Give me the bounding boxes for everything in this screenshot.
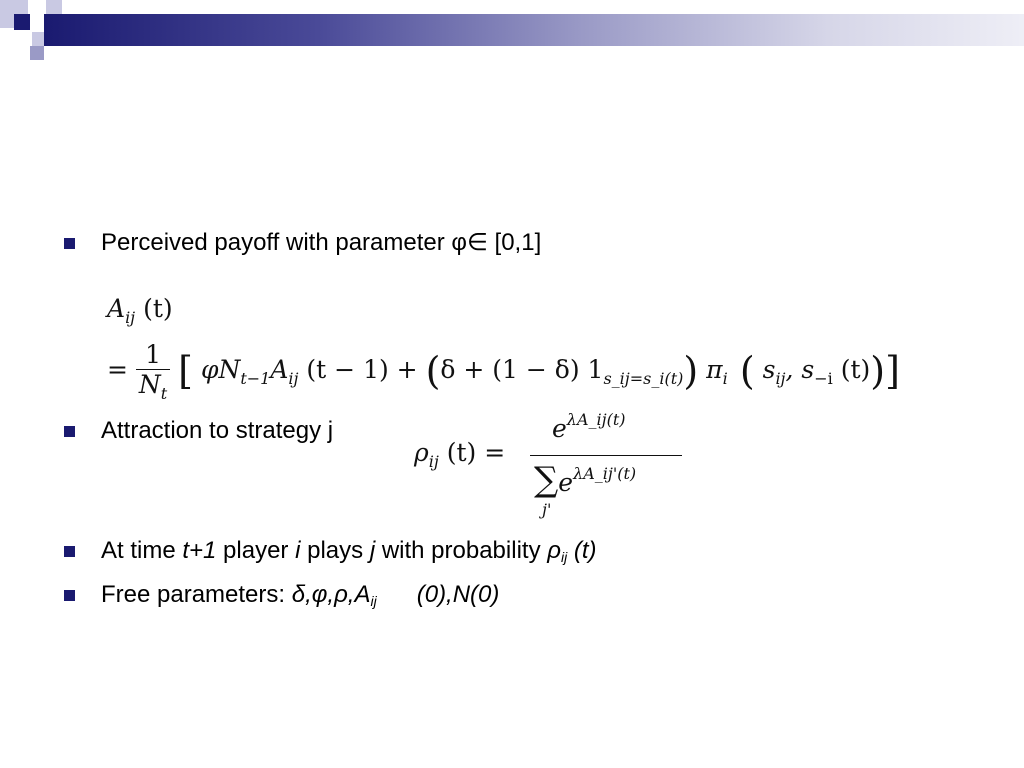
bullet-text	[101, 537, 597, 571]
formula-text: ij	[428, 452, 439, 471]
formula-text: 1	[136, 340, 170, 370]
formula-text: e	[552, 414, 567, 443]
formula-text: (t − 1) +	[298, 355, 426, 384]
text-span: with probability	[375, 537, 548, 564]
payoff-formula: $A_{ij}$ (t) = $\frac{1}{N_t}$ [ $\varphi N_{t-1}A_{ij}$ (t − 1) + (δ + (1 − δ) $1_{s\_ij=s\_i(t)}$) $\pi_i$ ( $s_{ij}$, $s_{-i}$ (t))]	[107, 294, 900, 403]
header-gradient-bar	[44, 14, 1024, 46]
text-span: i	[295, 537, 301, 564]
header-square	[14, 30, 28, 46]
text-span: ij	[560, 549, 568, 565]
formula-text: j'	[542, 500, 552, 519]
formula-text: (t) =	[438, 438, 506, 467]
text-span: (t)	[567, 537, 597, 564]
formula-text: ij	[775, 369, 786, 388]
text-span: plays	[300, 537, 370, 564]
text-span: δ,φ,ρ,A	[291, 581, 371, 608]
formula-text: λA_ij(t)	[566, 410, 626, 429]
bullet-square-icon	[64, 546, 75, 557]
attraction-formula	[412, 408, 677, 533]
bullet-text: Attraction to strategy j	[101, 417, 334, 444]
formula-text: =	[107, 355, 136, 384]
fraction-bar	[530, 455, 682, 456]
text-span: ij	[370, 593, 377, 609]
formula-text: ij	[125, 308, 136, 327]
bullet-square-icon	[64, 590, 75, 601]
text-span: player	[216, 537, 296, 564]
formula-text: s	[754, 355, 776, 384]
formula-text: ρ	[414, 438, 429, 467]
sum-symbol: ∑	[534, 460, 559, 500]
text-span: j	[369, 537, 376, 564]
text-span: (0),N(0)	[376, 581, 500, 608]
bullet-text	[101, 581, 499, 615]
formula-text: λA_ij'(t)	[573, 464, 637, 483]
formula-text: (t)	[135, 294, 173, 323]
formula-text: π	[698, 355, 723, 384]
formula-text: N	[138, 370, 161, 399]
bullet-square-icon	[64, 426, 75, 437]
formula-text: e	[558, 468, 574, 497]
formula-text: ij	[288, 369, 299, 388]
text-span: t+1	[182, 537, 217, 564]
formula-text: φN	[193, 355, 241, 384]
text-span: ρ	[547, 537, 561, 564]
formula-text: δ + (1 − δ) 1	[440, 355, 604, 384]
formula-text: i	[722, 369, 728, 388]
formula-text: t	[160, 384, 168, 403]
formula-text: (t)	[832, 355, 871, 384]
formula-fraction	[136, 340, 170, 403]
bullet-square-icon	[64, 238, 75, 249]
formula-text: , s	[785, 355, 815, 384]
header-square	[46, 0, 62, 14]
formula-text: A	[270, 355, 289, 384]
header-square	[14, 14, 30, 30]
bullet-text: Perceived payoff with parameter φ∈ [0,1]	[101, 229, 542, 256]
formula-text: s_ij=s_i(t)	[603, 369, 684, 388]
text-span: Free parameters:	[101, 581, 292, 608]
header-square	[30, 46, 44, 60]
formula-text: A	[107, 294, 126, 323]
formula-text: t−1	[240, 369, 271, 388]
formula-text: −i	[814, 369, 833, 388]
text-span: At time	[101, 537, 183, 564]
